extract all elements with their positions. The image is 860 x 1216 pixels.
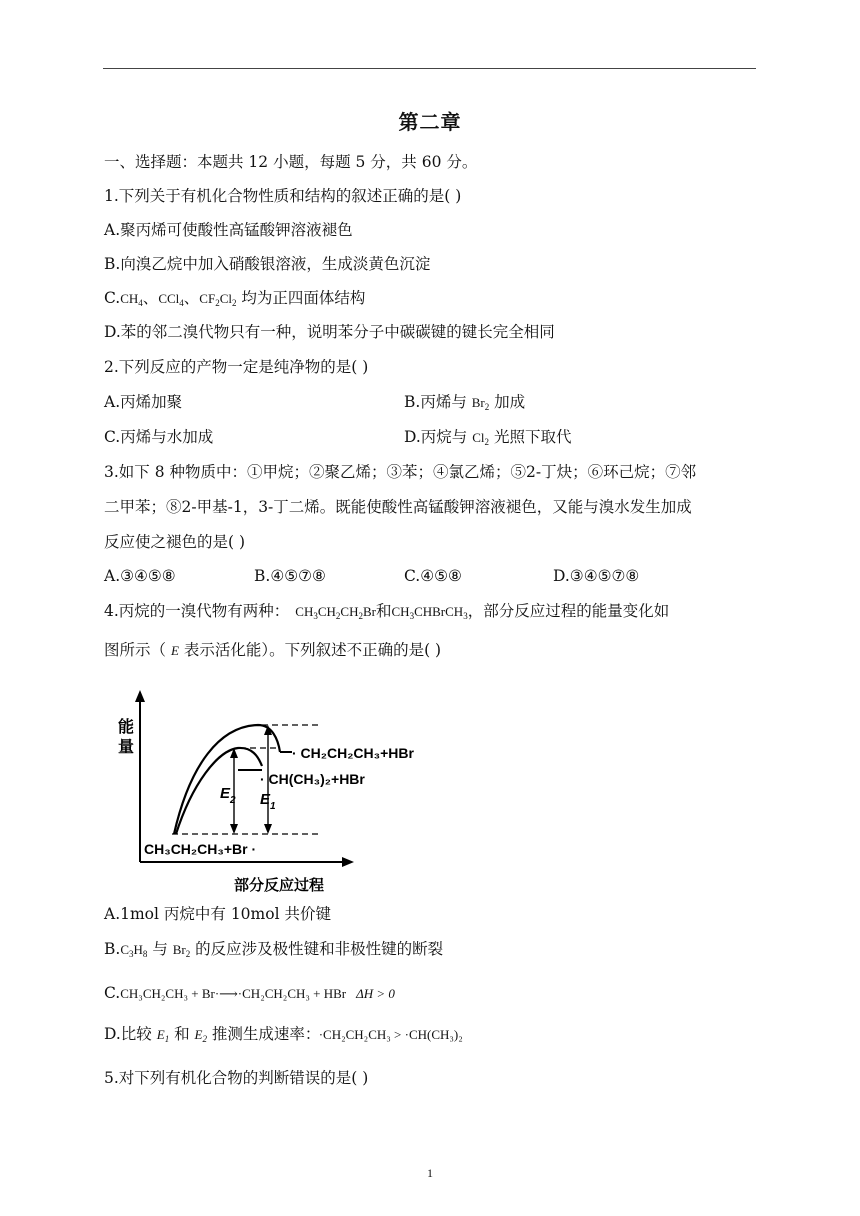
y-axis-arrow (135, 690, 145, 702)
y-axis-label-1: 能 (118, 719, 135, 736)
q4-stem-line2: 图所示（ E 表示活化能）。下列叙述不正确的是( ) (104, 641, 442, 659)
q3-stem-line1: 3.如下 8 种物质中：①甲烷；②聚乙烯；③苯；④氯乙烯；⑤2-丁炔；⑥环己烷；⑦邻 (104, 463, 697, 481)
q1-stem: 1.下列关于有机化合物性质和结构的叙述正确的是( ) (104, 187, 462, 205)
q2-option-b: B.丙烯与 $Br_2$ 加成 (404, 393, 526, 412)
curve-e2 (176, 748, 262, 834)
q3-stem-line2: 二甲苯；⑧2-甲基-1，3-丁二烯。既能使酸性高锰酸钾溶液褪色，又能与溴水发生加成 (104, 498, 692, 516)
product1-label: · CH₂CH₂CH₃+HBr (292, 745, 414, 761)
q2-option-c: C.丙烯与水加成 (104, 428, 214, 446)
q4-option-d: D.比较 $E_1$ 和 $E_2$ 推测生成速率： ·CH₂CH₂CH₃ > ·CH(CH₃)₂ (104, 1025, 463, 1044)
q3-stem-line3: 反应使之褪色的是( ) (104, 533, 246, 551)
y-axis-label-2: 量 (118, 739, 135, 756)
q1-option-c: $C.CH_4$、CCl$_4$、$CF_2Cl_2$ 均为正四面体结构 (104, 289, 366, 308)
x-axis-arrow (342, 857, 354, 867)
q3-option-c: C.④⑤⑧ (404, 567, 462, 585)
q1-option-b: B.向溴乙烷中加入硝酸银溶液，生成淡黄色沉淀 (104, 255, 431, 273)
q4-stem-line1: 4.丙烷的一溴代物有两种： $CH_3CH_2CH_2Br$和$CH_3CHBrCH_3$，部分反应过程的能量变化如 (104, 602, 670, 621)
q3-option-b: B.④⑤⑦⑧ (254, 567, 326, 585)
q1-option-d: D.苯的邻二溴代物只有一种，说明苯分子中碳碳键的键长完全相同 (104, 323, 555, 341)
q2-stem: 2.下列反应的产物一定是纯净物的是( ) (104, 358, 369, 376)
q1-option-a: A.聚丙烯可使酸性高锰酸钾溶液褪色 (104, 221, 353, 239)
energy-diagram (110, 684, 450, 898)
e2-label: $E_2$ (220, 785, 236, 806)
header-rule (103, 68, 756, 69)
q3-option-d: D.③④⑤⑦⑧ (553, 567, 640, 585)
product2-label: · CH(CH₃)₂+HBr (260, 771, 365, 787)
e1-label: $E_1$ (260, 791, 276, 812)
reactant-label: CH₃CH₂CH₃+Br · (144, 841, 257, 857)
page-number: 1 (427, 1166, 433, 1180)
q4-option-b: $B.C_3H_8$ 与 $Br_2$ 的反应涉及极性键和非极性键的断裂 (104, 940, 444, 959)
page-title: 第二章 (398, 110, 462, 134)
q4-option-c: C.CH₃CH₂CH₃ + Br·⟶·CH₂CH₂CH₃ + HBr ΔH > 0 (104, 984, 395, 1002)
q5-stem: 5.对下列有机化合物的判断错误的是( ) (104, 1069, 369, 1087)
q2-option-a: A.丙烯加聚 (104, 393, 183, 411)
q3-option-a: A.③④⑤⑧ (104, 567, 176, 585)
q2-option-d: D.丙烷与 $Cl_2$ 光照下取代 (404, 428, 572, 447)
x-axis-label: 部分反应过程 (234, 877, 325, 894)
q4-option-a: A.1mol 丙烷中有 10mol 共价键 (104, 905, 331, 923)
section-heading: 一、选择题：本题共 12 小题，每题 5 分，共 60 分。 (104, 153, 478, 171)
